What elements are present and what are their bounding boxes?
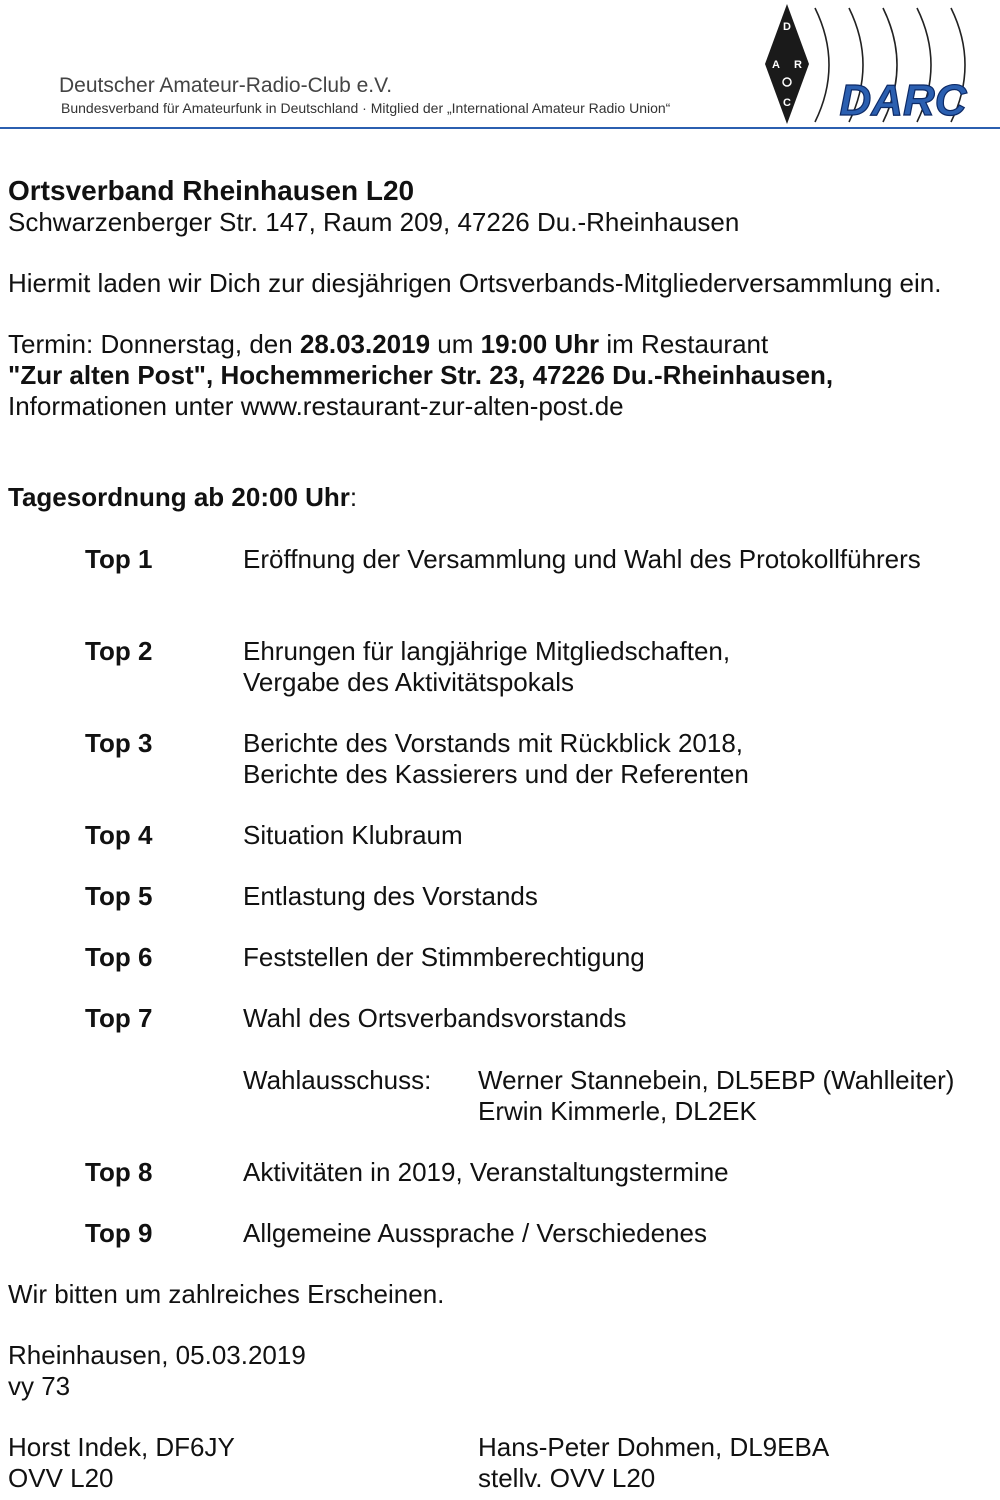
termin-line — [8, 329, 768, 359]
top-8-text: Aktivitäten in 2019, Veranstaltungstermine — [243, 1157, 729, 1187]
top-2-text-line-2: Vergabe des Aktivitätspokals — [243, 667, 574, 697]
wahlausschuss-member-2: Erwin Kimmerle, DL2EK — [478, 1096, 757, 1126]
top-2-label: Top 2 — [85, 636, 153, 666]
termin-venue: "Zur alten Post", Hochemmericher Str. 23, 47226 Du.-Rheinhausen, — [8, 360, 834, 390]
top-4-label: Top 4 — [85, 820, 153, 850]
darc-wordmark: DARC — [839, 76, 967, 125]
place-date: Rheinhausen, 05.03.2019 — [8, 1340, 306, 1370]
closing-text: Wir bitten um zahlreiches Erscheinen. — [8, 1279, 445, 1309]
wahlausschuss-label: Wahlausschuss: — [243, 1065, 432, 1095]
top-1-text: Eröffnung der Versammlung und Wahl des Protokollführers — [243, 544, 921, 574]
top-6-text: Feststellen der Stimmberechtigung — [243, 942, 645, 972]
termin-date: 28.03.2019 — [299, 329, 431, 359]
top-7-text: Wahl des Ortsverbandsvorstands — [243, 1003, 627, 1033]
invite-text: Hiermit laden wir Dich zur diesjährigen Ortsverbands-Mitgliederversammlung ein. — [8, 268, 942, 298]
termin-info: Informationen unter www.restaurant-zur-alten-post.de — [8, 391, 624, 421]
termin-suffix: im Restaurant — [599, 329, 769, 359]
greeting: vy 73 — [8, 1371, 71, 1401]
logo-diamond-bottom: C — [783, 97, 791, 109]
top-8-label: Top 8 — [85, 1157, 153, 1187]
top-5-label: Top 5 — [85, 881, 153, 911]
top-3-text-line-1: Berichte des Vorstands mit Rückblick 2018, — [243, 728, 744, 758]
logo-diamond-right: R — [794, 59, 802, 71]
top-1-label: Top 1 — [85, 544, 153, 574]
top-7-label: Top 7 — [85, 1003, 153, 1033]
logo-diamond-top: D — [783, 21, 791, 33]
signature-1-name: Horst Indek, DF6JY — [8, 1432, 235, 1462]
agenda-heading — [8, 482, 357, 512]
club-name: Deutscher Amateur-Radio-Club e.V. — [59, 74, 393, 97]
top-9-text: Allgemeine Aussprache / Verschiedenes — [243, 1218, 707, 1248]
wahlausschuss-member-1: Werner Stannebein, DL5EBP (Wahlleiter) — [478, 1065, 955, 1095]
logo-diamond-left: A — [772, 59, 780, 71]
darc-logo — [745, 0, 995, 130]
top-6-label: Top 6 — [85, 942, 153, 972]
top-9-label: Top 9 — [85, 1218, 153, 1248]
signature-2-name: Hans-Peter Dohmen, DL9EBA — [478, 1432, 830, 1462]
org-title: Ortsverband Rheinhausen L20 — [8, 175, 415, 206]
termin-um: um — [430, 329, 481, 359]
signature-1-role: OVV L20 — [8, 1463, 114, 1493]
signature-2-role: stellv. OVV L20 — [478, 1463, 656, 1493]
top-3-text-line-2: Berichte des Kassierers und der Referenten — [243, 759, 749, 789]
top-2-text-line-1: Ehrungen für langjährige Mitgliedschaften, — [243, 636, 731, 666]
top-3-label: Top 3 — [85, 728, 153, 758]
agenda-heading-colon: : — [349, 482, 358, 512]
top-4-text: Situation Klubraum — [243, 820, 463, 850]
club-subtitle: Bundesverband für Amateurfunk in Deutschland · Mitglied der „International Amateur Radio Union“ — [61, 100, 671, 116]
termin-time: 19:00 Uhr — [480, 329, 600, 359]
top-5-text: Entlastung des Vorstands — [243, 881, 538, 911]
agenda-heading-text: Tagesordnung ab 20:00 Uhr — [8, 482, 350, 512]
termin-prefix: Termin: Donnerstag, den — [8, 329, 300, 359]
org-address: Schwarzenberger Str. 147, Raum 209, 47226 Du.-Rheinhausen — [8, 207, 740, 237]
